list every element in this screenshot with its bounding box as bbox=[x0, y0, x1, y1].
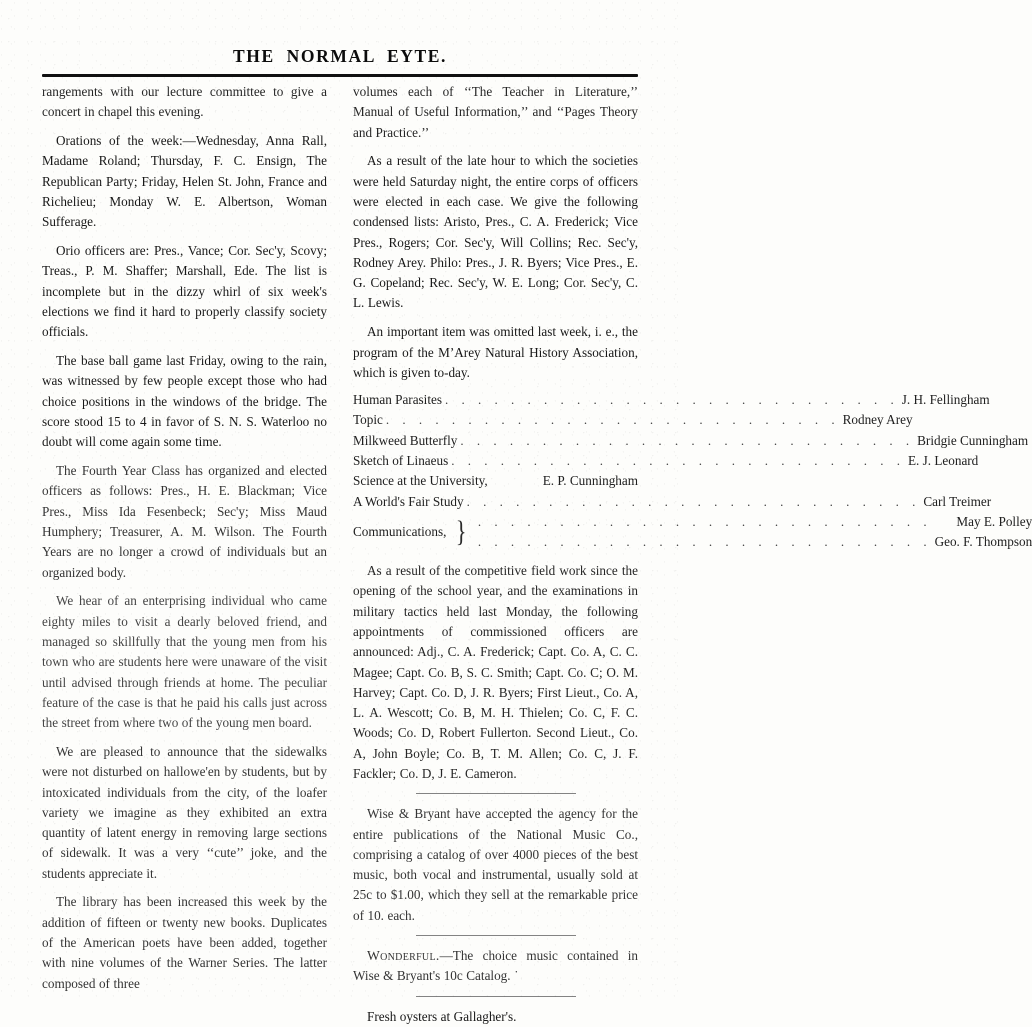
dot-leader bbox=[451, 451, 905, 471]
program-title: Human Parasites bbox=[353, 392, 442, 408]
paragraph: Fresh oysters at Gallagher's. bbox=[367, 1008, 517, 1024]
dot-leader bbox=[467, 492, 921, 512]
program-presenter-group bbox=[475, 512, 1032, 553]
program-row bbox=[475, 512, 1032, 532]
dot-leader bbox=[460, 431, 914, 451]
paragraph: Orations of the week:—Wednesday, Anna Rall, Madame Roland; Thursday, F. C. Ensign, The Republican Party; Friday, Helen St. John, France and Richelieu; Monday W. E. Albertson, Woman Sufferage. bbox=[42, 133, 327, 230]
program-row bbox=[475, 532, 1032, 552]
right-column bbox=[353, 82, 1032, 1024]
program-title: Sketch of Linaeus bbox=[353, 453, 449, 469]
program-braced-row bbox=[353, 512, 1032, 553]
dot-leader bbox=[478, 532, 932, 552]
paragraph: The Fourth Year Class has organized and elected officers as follows: Pres., H. E. Blackman; Vice Pres., Miss Ida Fesenbeck; Sec'y; Miss Maud Humphery; Treasurer, A. M. Wilson. The Fourth Years are no longer a crowd of individuals but an organized body. bbox=[42, 463, 327, 580]
masthead-rule bbox=[42, 74, 638, 77]
paragraph: volumes each of ‘‘The Teacher in Literature,’’ Manual of Useful Information,’’ and ‘‘Pages Theory and Practice.’’ bbox=[353, 84, 638, 140]
program-row bbox=[353, 471, 638, 491]
masthead bbox=[0, 46, 680, 67]
notice-paragraph bbox=[353, 946, 638, 987]
program-presenter: Rodney Arey bbox=[842, 412, 913, 428]
paragraph: The base ball game last Friday, owing to the rain, was witnessed by few people except those who had choice positions in the windows of the bridge. The score stood 15 to 4 in favor of S. N. S. Waterloo no doubt will come again some time. bbox=[42, 353, 327, 450]
notice-lead-in: Wonderful. bbox=[367, 948, 440, 964]
program-row bbox=[353, 431, 1029, 451]
program-row bbox=[353, 492, 992, 512]
program-presenter: J. H. Fellingham bbox=[901, 392, 990, 408]
left-column bbox=[42, 82, 327, 991]
section-divider bbox=[416, 935, 576, 936]
program-presenter: Bridgie Cunningham bbox=[917, 432, 1029, 448]
paragraph: rangements with our lecture committee to give a concert in chapel this evening. bbox=[42, 84, 327, 120]
dot-leader bbox=[445, 390, 899, 410]
paragraph: The library has been increased this week by the addition of fifteen or twenty new books. Duplicates of the American poets have been added, together with nine volumes of the Warner Series. The latter composed of three bbox=[42, 894, 327, 991]
paragraph: As a result of the late hour to which the societies were held Saturday night, the entire corps of officers were elected in each case. We give the following condensed lists: Aristo, Pres., C. A. Frederick; Vice Pres., Rogers; Cor. Sec'y, Will Collins; Rec. Sec'y, Rodney Arey. Philo: Pres., J. R. Byers; Vice Pres., E. G. Copeland; Rec. Sec'y, W. E. Long; Cor. Sec'y, C. L. Lewis. bbox=[353, 153, 638, 311]
program-title: Milkweed Butterfly bbox=[353, 432, 458, 448]
paragraph: Wise & Bryant have accepted the agency for the entire publications of the National Music Co., comprising a catalog of over 4000 pieces of the best music, both vocal and instrumental, usually sold at 25c to $1.00, which they sell at the remarkable price of 10. each. bbox=[353, 806, 638, 923]
dot-leader bbox=[478, 512, 954, 532]
paragraph: Orio officers are: Pres., Vance; Cor. Sec'y, Scovy; Treas., P. M. Shaffer; Marshall, Ede. The list is incomplete but in the dizzy whirl of six week's elections we find it hard to properly classify society officials. bbox=[42, 243, 327, 340]
program-presenter: E. P. Cunningham bbox=[542, 473, 638, 489]
program-presenter: Geo. F. Thompson bbox=[934, 534, 1032, 550]
program-presenter: Carl Treimer bbox=[923, 493, 992, 509]
program-title: Science at the University, bbox=[353, 473, 488, 489]
page-title: THE NORMAL EYTE. bbox=[232, 46, 448, 66]
paragraph: We are pleased to announce that the sidewalks were not disturbed on hallowe'en by students, but by intoxicated individuals from the city, of the loafer variety we imagine as they exhibited an extra quantity of latent energy in removing large sections of sidewalk. It was a very ‘‘cute’’ joke, and the students appreciate it. bbox=[42, 743, 327, 881]
program-row bbox=[353, 410, 913, 430]
program-row bbox=[353, 390, 990, 410]
paragraph: As a result of the competitive field work since the opening of the school year, and the examinations in military tactics held last Monday, the following appointments of commissioned officers are announced: Adj., C. A. Frederick; Capt. Co. A, C. C. Magee; Capt. Co. B, S. C. Smith; Capt. Co. C; O. M. Harvey; Capt. Co. D, J. R. Byers; First Lieut., Co. A, L. A. Wescott; Co. B, M. H. Thielen; Co. C, F. C. Woods; Co. D, Robert Fullerton. Second Lieut., Co. A, John Boyle; Co. B, T. M. Allen; Co. C, J. F. Fackler; Co. D, J. E. Cameron. bbox=[353, 563, 638, 781]
section-divider bbox=[416, 996, 576, 997]
program-presenter: E. J. Leonard bbox=[907, 453, 979, 469]
paragraph: An important item was omitted last week, i. e., the program of the M’Arey Natural History Association, which is given to-day. bbox=[353, 324, 638, 380]
program-row bbox=[353, 451, 979, 471]
program-title: Topic bbox=[353, 412, 383, 428]
program-presenter: May E. Polley bbox=[956, 513, 1032, 529]
dot-leader bbox=[386, 410, 840, 430]
column-container bbox=[42, 82, 1032, 1024]
program-title: Communications, bbox=[353, 524, 447, 540]
paragraph: We hear of an enterprising individual who came eighty miles to visit a dearly beloved friend, and managed so skillfully that the young men from his town who are students here were unaware of the visit until advised through friends at home. The peculiar feature of the case is that he paid his calls just across the street from where two of the young men board. bbox=[42, 593, 327, 731]
notice-body: —The choice music contained in Wise & Bryant's 10c Catalog. ˙ bbox=[353, 948, 638, 984]
section-divider bbox=[416, 793, 576, 794]
program-title: A World's Fair Study bbox=[353, 493, 464, 509]
curly-brace-icon: } bbox=[456, 515, 468, 549]
program-list bbox=[353, 390, 1032, 552]
